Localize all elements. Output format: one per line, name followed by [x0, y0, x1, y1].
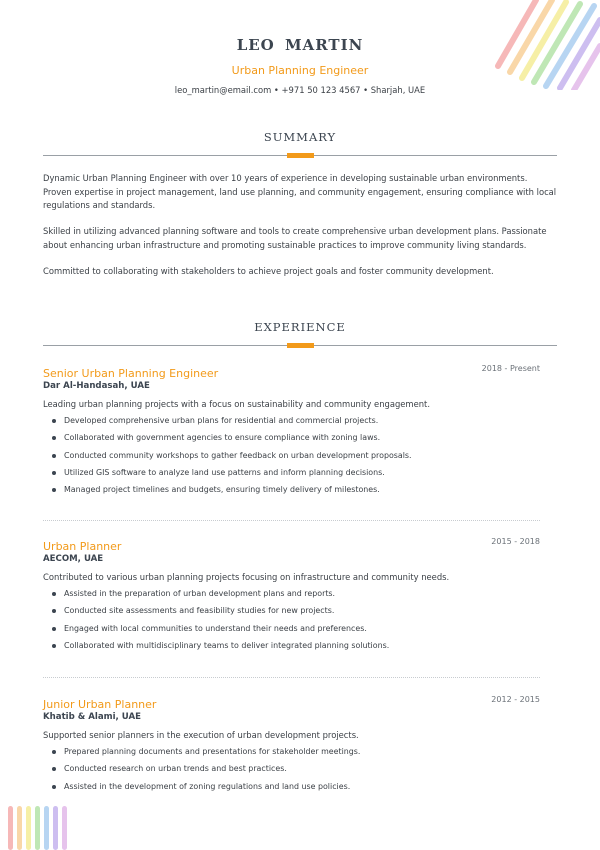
- job-dates: 2012 - 2015: [491, 695, 540, 704]
- job-separator: [43, 677, 540, 678]
- bullet-text: Assisted in the development of zoning regulations and land use policies.: [64, 781, 351, 791]
- job-dates: 2018 - Present: [481, 364, 540, 373]
- bullet-text: Managed project timelines and budgets, ensuring timely delivery of milestones.: [64, 485, 380, 495]
- job-summary: Contributed to various urban planning projects focusing on infrastructure and community needs.: [43, 572, 450, 582]
- job-title: Urban Planner: [43, 540, 122, 553]
- bullet-dot-icon: [52, 419, 56, 423]
- bullet-text: Utilized GIS software to analyze land use patterns and inform planning decisions.: [64, 467, 385, 477]
- job-bullet-list: [43, 412, 540, 498]
- bullet-item: [52, 620, 540, 637]
- bullet-item: [52, 760, 540, 777]
- job-company: Dar Al-Handasah, UAE: [43, 381, 150, 391]
- bullet-item: [52, 412, 540, 429]
- bullet-text: Developed comprehensive urban plans for residential and commercial projects.: [64, 416, 379, 425]
- bullet-dot-icon: [52, 644, 56, 648]
- summary-paragraph-1: Dynamic Urban Planning Engineer with over 10 years of experience in developing sustainable urban environments. Proven expertise in project management, land use planning, and community engagement, ensuring compliance with local regulations and standards.: [43, 173, 557, 211]
- candidate-role: Urban Planning Engineer: [231, 64, 369, 77]
- job-bullet-list: [43, 743, 540, 795]
- summary-paragraph-2: Skilled in utilizing advanced planning software and tools to create comprehensive urban development plans. Passionate about enhancing urban infrastructure and promoting sustainable practices to improve community living standards.: [43, 226, 547, 250]
- bullet-item: [52, 464, 540, 481]
- bullet-dot-icon: [52, 609, 56, 613]
- bullet-dot-icon: [52, 627, 56, 631]
- bullet-dot-icon: [52, 767, 56, 771]
- decorative-stripes-bottom-left: [6, 802, 70, 850]
- experience-accent-bar: [287, 343, 314, 348]
- bullet-dot-icon: [52, 750, 56, 754]
- bullet-item: [52, 585, 540, 602]
- bullet-text: Conducted site assessments and feasibility studies for new projects.: [64, 606, 335, 616]
- job-company: AECOM, UAE: [43, 554, 104, 564]
- bullet-dot-icon: [52, 488, 56, 492]
- summary-heading: SUMMARY: [263, 130, 337, 144]
- experience-heading: EXPERIENCE: [254, 320, 346, 334]
- contact-line: leo_martin@email.com • +971 50 123 4567 • Sharjah, UAE: [174, 85, 426, 95]
- bullet-item: [52, 429, 540, 446]
- job-entry: [43, 535, 540, 654]
- job-bullet-list: [43, 585, 540, 654]
- bullet-item: [52, 743, 540, 760]
- bullet-item: [52, 602, 540, 619]
- job-separator: [43, 520, 540, 521]
- bullet-dot-icon: [52, 592, 56, 596]
- resume-header: [0, 36, 600, 95]
- job-dates: 2015 - 2018: [491, 537, 540, 546]
- bullet-text: Conducted research on urban trends and best practices.: [64, 764, 287, 774]
- bullet-text: Conducted community workshops to gather feedback on urban development proposals.: [64, 450, 412, 460]
- job-title: Senior Urban Planning Engineer: [43, 367, 219, 380]
- summary-paragraph-3: Committed to collaborating with stakeholders to achieve project goals and foster community development.: [43, 266, 494, 276]
- bullet-dot-icon: [52, 454, 56, 458]
- bullet-item: [52, 481, 540, 498]
- bullet-item: [52, 447, 540, 464]
- bullet-dot-icon: [52, 436, 56, 440]
- job-summary: Leading urban planning projects with a focus on sustainability and community engagement.: [43, 399, 430, 409]
- bullet-text: Assisted in the preparation of urban development plans and reports.: [64, 589, 336, 598]
- bullet-text: Collaborated with multidisciplinary teams to deliver integrated planning solutions.: [64, 640, 390, 650]
- bullet-item: [52, 778, 540, 795]
- bullet-text: Prepared planning documents and presentations for stakeholder meetings.: [64, 747, 361, 756]
- bullet-item: [52, 637, 540, 654]
- candidate-name: LEO MARTIN: [236, 36, 364, 54]
- job-entry: [43, 693, 540, 795]
- job-title: Junior Urban Planner: [43, 698, 157, 711]
- job-company: Khatib & Alami, UAE: [43, 712, 142, 722]
- job-entry: [43, 362, 540, 498]
- bullet-text: Engaged with local communities to understand their needs and preferences.: [64, 623, 367, 633]
- bullet-text: Collaborated with government agencies to ensure compliance with zoning laws.: [64, 433, 381, 443]
- bullet-dot-icon: [52, 785, 56, 789]
- job-summary: Supported senior planners in the execution of urban development projects.: [43, 730, 359, 740]
- bullet-dot-icon: [52, 471, 56, 475]
- summary-accent-bar: [287, 153, 314, 158]
